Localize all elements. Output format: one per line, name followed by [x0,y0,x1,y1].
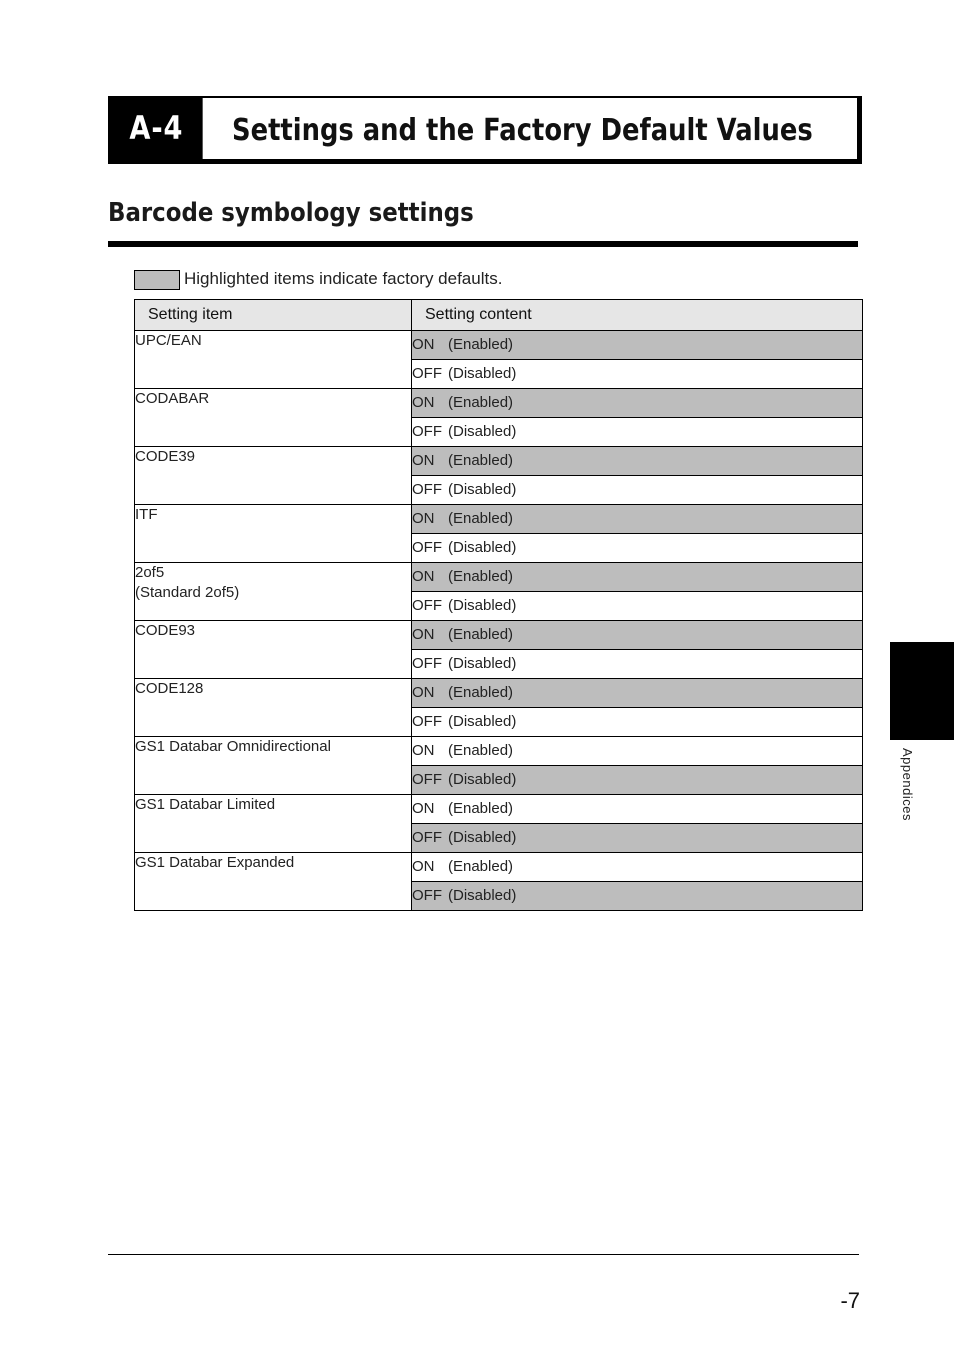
option-key: OFF [412,655,442,672]
option-cell [412,592,863,621]
table-row [135,447,863,476]
option-cell [412,650,863,679]
setting-item-cell [135,853,412,911]
option-label: (Disabled) [448,771,517,788]
option-label: (Enabled) [448,684,514,701]
option-label: (Enabled) [448,858,514,875]
option-label: (Enabled) [448,742,514,759]
option-label: (Disabled) [448,713,517,730]
option-cell-default [412,447,863,476]
option-cell [412,853,863,882]
option-cell-default [412,505,863,534]
option-key: OFF [412,423,442,440]
option-key: OFF [412,539,442,556]
chapter-title: Settings and the Factory Default Values [232,113,813,148]
option-cell-default [412,563,863,592]
option-key: OFF [412,713,442,730]
option-cell-default [412,679,863,708]
option-label: (Disabled) [448,597,517,614]
setting-item-cell [135,447,412,505]
option-label: (Enabled) [448,452,514,469]
option-key: OFF [412,829,442,846]
footer-rule [108,1254,859,1255]
option-key: ON [412,510,435,527]
setting-item-cell [135,621,412,679]
table-row [135,621,863,650]
table-row [135,331,863,360]
table-row [135,679,863,708]
option-key: OFF [412,887,442,904]
option-key: ON [412,394,435,411]
setting-item-cell [135,563,412,621]
option-label: (Disabled) [448,887,517,904]
setting-item-cell [135,679,412,737]
option-key: OFF [412,771,442,788]
option-cell-default [412,882,863,911]
setting-item-label: CODE128 [135,680,204,697]
option-label: (Enabled) [448,394,514,411]
setting-item-label: CODE93 [135,622,196,639]
option-key: OFF [412,481,442,498]
option-key: ON [412,684,435,701]
setting-item-label: CODE39 [135,448,196,465]
option-cell [412,534,863,563]
table-row [135,853,863,882]
table-body [135,331,863,911]
option-key: ON [412,800,435,817]
setting-item-label: 2of5 [135,564,165,581]
option-label: (Enabled) [448,800,514,817]
chapter-number: A-4 [110,98,203,159]
option-cell [412,418,863,447]
setting-item-label: (Standard 2of5) [135,584,240,601]
option-key: ON [412,858,435,875]
option-cell [412,360,863,389]
option-key: ON [412,742,435,759]
side-tab [890,642,954,740]
chapter-header [108,96,862,164]
legend-swatch [134,270,180,290]
option-label: (Disabled) [448,829,517,846]
option-label: (Disabled) [448,655,517,672]
setting-item-cell [135,737,412,795]
section-title: Barcode symbology settings [108,198,474,228]
option-key: ON [412,452,435,469]
option-label: (Disabled) [448,539,517,556]
option-cell-default [412,389,863,418]
setting-item-label: CODABAR [135,390,210,407]
setting-item-cell [135,389,412,447]
option-cell [412,737,863,766]
setting-item-label: UPC/EAN [135,332,202,349]
option-cell-default [412,621,863,650]
option-label: (Enabled) [448,568,514,585]
table-row [135,795,863,824]
option-label: (Disabled) [448,423,517,440]
setting-item-label: GS1 Databar Limited [135,796,276,813]
option-key: ON [412,336,435,353]
option-key: ON [412,626,435,643]
table-row [135,505,863,534]
settings-table [134,299,863,911]
setting-item-label: ITF [135,506,158,523]
option-label: (Enabled) [448,510,514,527]
option-label: (Disabled) [448,481,517,498]
setting-item-cell [135,795,412,853]
setting-item-label: GS1 Databar Expanded [135,854,295,871]
option-cell-default [412,766,863,795]
column-header-setting-content: Setting content [412,300,863,331]
table-row [135,389,863,418]
option-cell-default [412,824,863,853]
option-cell-default [412,331,863,360]
side-tab-label: Appendices [900,748,915,821]
option-label: (Enabled) [448,336,514,353]
column-header-setting-item: Setting item [135,300,412,331]
page-number: -7 [840,1288,860,1313]
table-row [135,737,863,766]
option-key: ON [412,568,435,585]
setting-item-label: GS1 Databar Omnidirectional [135,738,331,755]
setting-item-cell [135,331,412,389]
option-cell [412,795,863,824]
table-row [135,563,863,592]
section-rule [108,241,858,247]
table-header-row [135,300,863,331]
option-label: (Enabled) [448,626,514,643]
option-key: OFF [412,365,442,382]
option-label: (Disabled) [448,365,517,382]
legend-text: Highlighted items indicate factory defaults. [184,269,503,288]
option-key: OFF [412,597,442,614]
setting-item-cell [135,505,412,563]
option-cell [412,476,863,505]
option-cell [412,708,863,737]
